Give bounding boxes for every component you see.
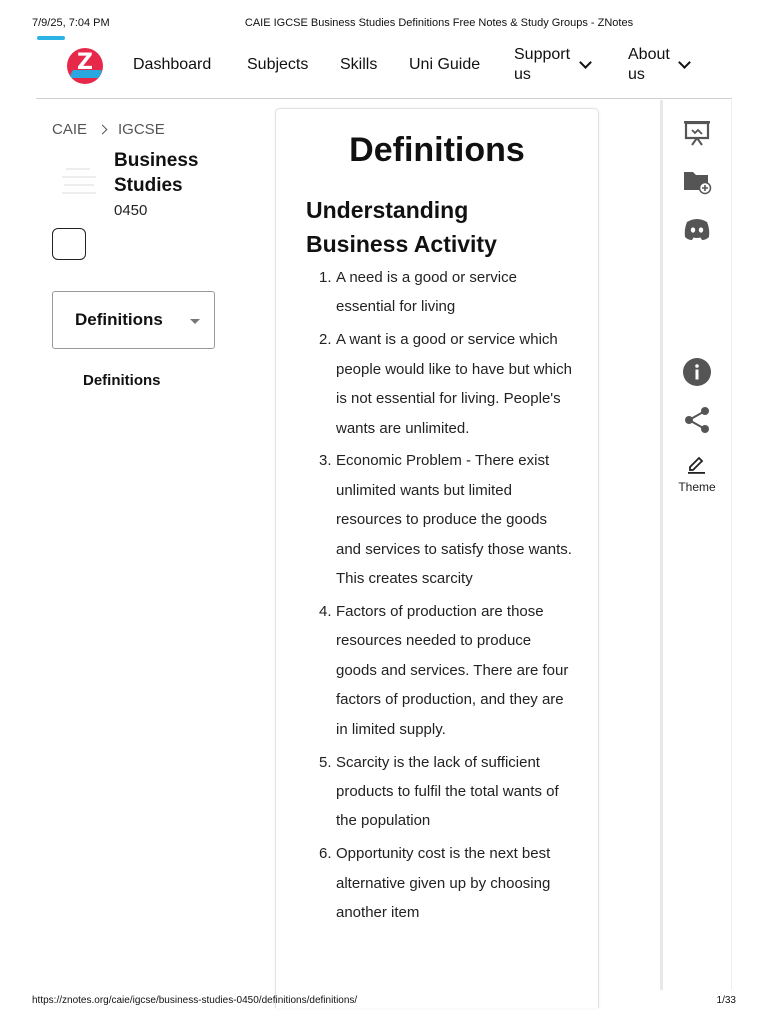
folder-add-icon[interactable] (682, 166, 712, 196)
subject-icon (60, 162, 98, 202)
print-date: 7/9/25, 7:04 PM (32, 17, 110, 29)
list-item: 1. A need is a good or service essential for living (319, 269, 517, 316)
breadcrumb-igcse[interactable]: IGCSE (118, 121, 165, 138)
subject-name: Business Studies (114, 150, 199, 196)
section-title: Understanding Business Activity (306, 197, 497, 257)
rail-edge (731, 100, 732, 990)
share-icon[interactable] (682, 405, 712, 435)
definitions-list (306, 263, 576, 931)
discord-icon[interactable] (682, 214, 712, 244)
nav-support-us[interactable]: Support us (514, 46, 571, 83)
dropdown-label: Definitions (75, 310, 163, 329)
sidebar-link-definitions[interactable]: Definitions (83, 372, 161, 389)
article-card (275, 108, 599, 1008)
nav-subjects[interactable]: Subjects (247, 56, 309, 73)
list-item: 5. Scarcity is the lack of sufficient products to fulfil the total wants of the population (319, 753, 559, 830)
pencil-icon[interactable] (686, 454, 708, 474)
topic-dropdown[interactable] (52, 291, 215, 349)
page-title: Definitions (349, 131, 525, 169)
breadcrumb-caie[interactable]: CAIE (52, 121, 88, 138)
chevron-down-icon[interactable] (579, 56, 592, 69)
theme-label[interactable]: Theme (678, 480, 716, 494)
chevron-right-icon (98, 125, 108, 135)
list-item: 2. A want is a good or service which people would like to have but which is not essential for living. People's wants are unlimited. (319, 331, 572, 437)
breadcrumb (52, 121, 165, 138)
bookmark-button[interactable] (52, 228, 86, 260)
nav-uni-guide[interactable]: Uni Guide (409, 56, 481, 73)
presentation-icon[interactable] (682, 118, 712, 148)
nav-dashboard[interactable]: Dashboard (133, 56, 212, 73)
nav-about-us[interactable]: About us (628, 46, 670, 83)
chevron-down-icon[interactable] (678, 56, 691, 69)
print-url: https://znotes.org/caie/igcse/business-studies-0450/definitions/definitions/ (32, 995, 358, 1006)
header-divider (36, 98, 732, 99)
nav-skills[interactable]: Skills (340, 56, 378, 73)
list-item: 6. Opportunity cost is the next best alternative given up by choosing another item (319, 845, 551, 922)
info-icon[interactable] (682, 357, 712, 387)
print-page-number: 1/33 (716, 995, 736, 1006)
logo-letter: Z (77, 50, 93, 75)
znotes-logo[interactable] (67, 48, 103, 84)
subject-code: 0450 (114, 202, 148, 219)
print-title: CAIE IGCSE Business Studies Definitions Free Notes & Study Groups - ZNotes (244, 17, 634, 29)
rail-divider (660, 100, 663, 990)
list-item: 4. Factors of production are those resources needed to produce goods and services. There are four factors of production, and they are in limited supply. (319, 602, 569, 738)
progress-indicator (37, 36, 65, 40)
caret-down-icon (190, 319, 200, 324)
list-item: 3. Economic Problem - There exist unlimited wants but limited resources to produce the goods and services to satisfy those wants. This creates scarcity (319, 452, 572, 588)
